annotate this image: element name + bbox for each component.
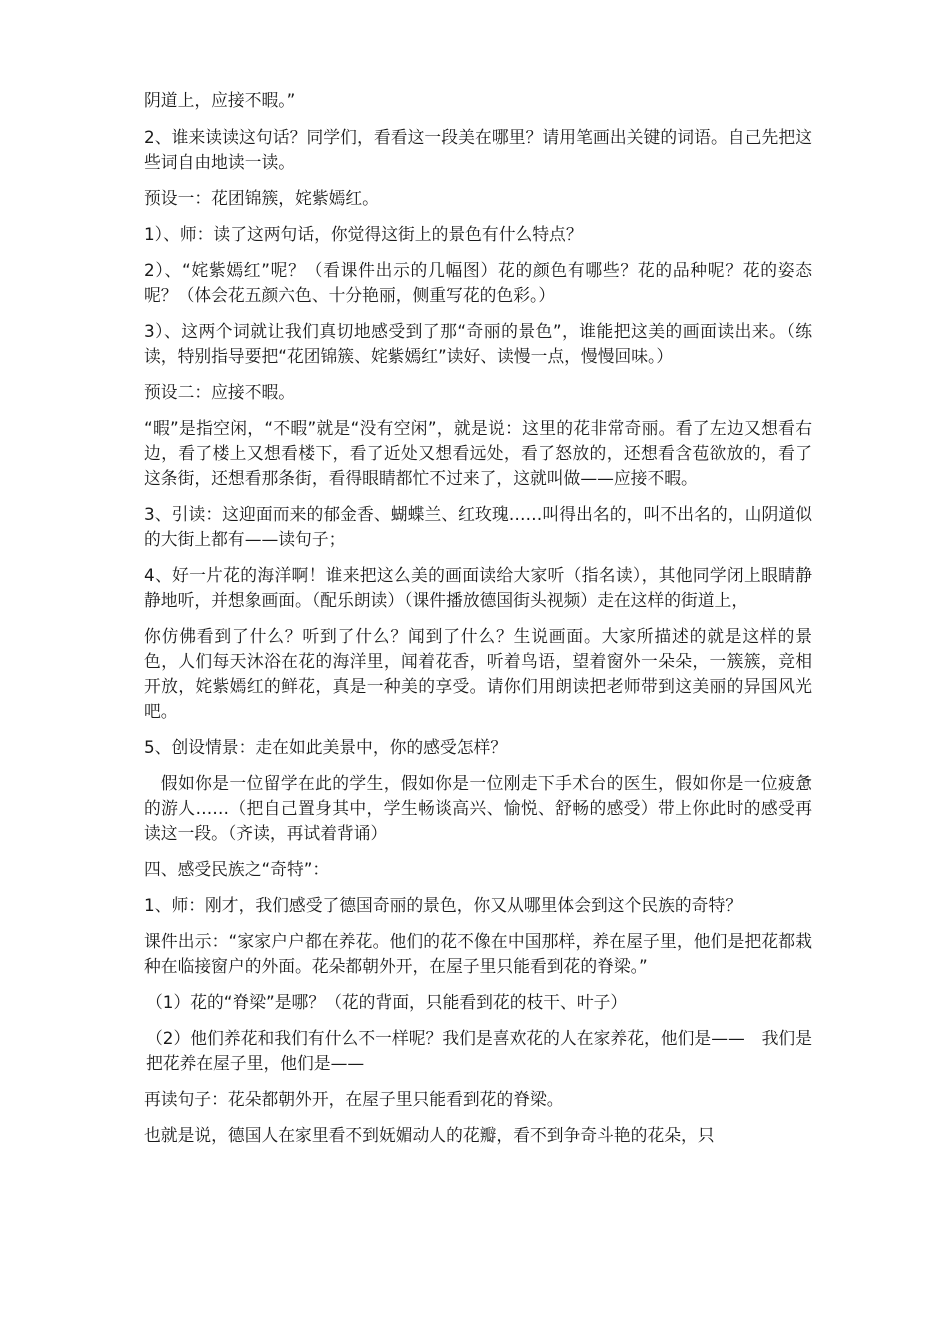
paragraph: 预设二：应接不暇。 [144,382,296,402]
paragraph: （1）花的“脊梁”是哪？（花的背面，只能看到花的枝干、叶子） [146,992,628,1012]
paragraph: 3）、这两个词就让我们真切地感受到了那“奇丽的景色”，谁能把这美的画面读出来。（练读，特别指导要把“花团锦簇、姹紫嫣红”读好、读慢一点，慢慢回味。） [144,321,812,366]
paragraph: 4、好一片花的海洋啊！谁来把这么美的画面读给大家听（指名读），其他同学闭上眼睛静静地听，并想象画面。（配乐朗读）（课件播放德国街头视频）走在这样的街道上， [144,565,812,610]
paragraph: 3、引读：这迎面而来的郁金香、蝴蝶兰、红玫瑰……叫得出名的，叫不出名的，山阴道似的大街上都有——读句子； [144,504,812,549]
paragraph: 2）、“姹紫嫣红”呢？（看课件出示的几幅图）花的颜色有哪些？花的品种呢？花的姿态呢？（体会花五颜六色、十分艳丽，侧重写花的色彩。） [144,260,812,305]
paragraph: （2）他们养花和我们有什么不一样呢？我们是喜欢花的人在家养花，他们是—— 我们是把花养在屋子里，他们是—— [146,1028,812,1073]
paragraph: 1、师：刚才，我们感受了德国奇丽的景色，你又从哪里体会到这个民族的奇特？ [144,895,743,915]
paragraph: 阴道上，应接不暇。” [144,90,296,110]
paragraph: 假如你是一位留学在此的学生，假如你是一位刚走下手术台的医生，假如你是一位疲惫的游人……（把自己置身其中，学生畅谈高兴、愉悦、舒畅的感受）带上你此时的感受再读这一段。（齐读，再试着背诵） [144,773,812,843]
paragraph: 预设一：花团锦簇，姹紫嫣红。 [144,188,379,208]
paragraph: 2、谁来读读这句话？同学们，看看这一段美在哪里？请用笔画出关键的词语。自己先把这些词自由地读一读。 [144,127,812,172]
section-heading: 四、感受民族之“奇特”： [144,859,330,879]
paragraph: “暇”是指空闲，“不暇”就是“没有空闲”，就是说：这里的花非常奇丽。看了左边又想看右边，看了楼上又想看楼下，看了近处又想看远处，看了怒放的，还想看含苞欲放的，看了这条街，还想看那条街，看得眼睛都忙不过来了，这就叫做——应接不暇。 [144,418,812,488]
paragraph: 1）、师：读了这两句话，你觉得这街上的景色有什么特点？ [144,224,583,244]
paragraph: 5、创设情景：走在如此美景中，你的感受怎样？ [144,737,508,757]
paragraph: 再读句子：花朵都朝外开，在屋子里只能看到花的脊梁。 [144,1089,564,1109]
document-body [144,88,812,1159]
paragraph: 你仿佛看到了什么？听到了什么？闻到了什么？生说画面。大家所描述的就是这样的景色，人们每天沐浴在花的海洋里，闻着花香，听着鸟语，望着窗外一朵朵，一簇簇，竞相开放，姹紫嫣红的鲜花，真是一种美的享受。请你们用朗读把老师带到这美丽的异国风光吧。 [144,626,812,721]
paragraph: 课件出示：“家家户户都在养花。他们的花不像在中国那样，养在屋子里，他们是把花都栽种在临接窗户的外面。花朵都朝外开，在屋子里只能看到花的脊梁。” [144,931,812,976]
paragraph: 也就是说，德国人在家里看不到妩媚动人的花瓣，看不到争奇斗艳的花朵，只 [144,1125,715,1145]
